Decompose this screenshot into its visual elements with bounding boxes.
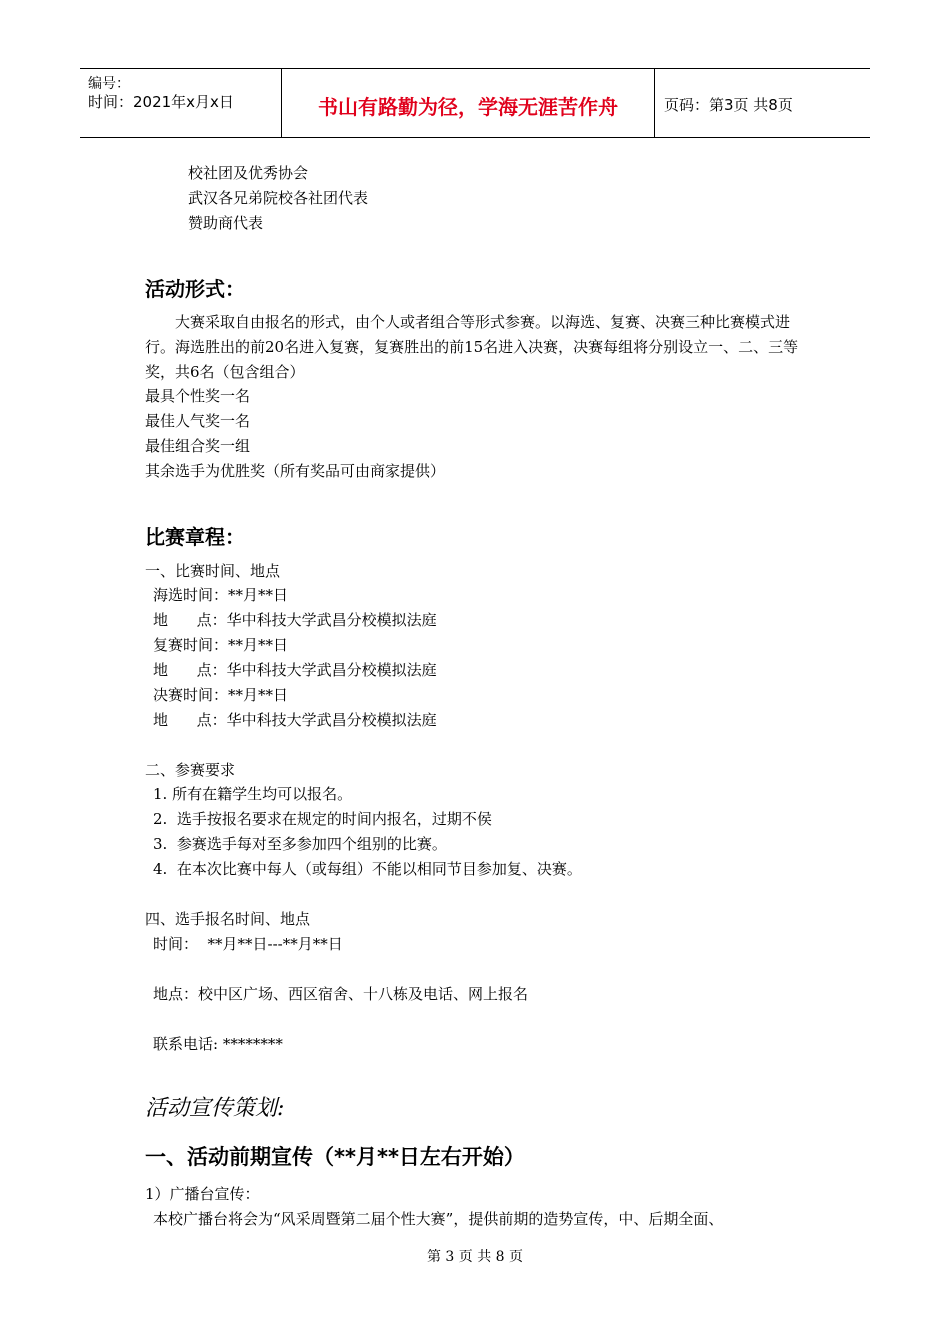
award-item: 其余选手为优胜奖（所有奖品可由商家提供） (145, 462, 446, 480)
section-title-form: 活动形式： (145, 277, 245, 301)
registration-time: 时间： **月**日---**月**日 (153, 935, 343, 953)
schedule-line: 复赛时间：**月**日 (153, 636, 289, 654)
header-page-cell (654, 69, 870, 137)
section-title-promo: 活动宣传策划: (145, 1096, 285, 1121)
schedule-line: 海选时间：**月**日 (153, 586, 289, 604)
header-motto-cell (281, 69, 655, 137)
serial-label: 编号： (88, 76, 130, 92)
promo-subtitle: 一、活动前期宣传（**月**日左右开始） (145, 1145, 525, 1169)
award-item: 最具个性奖一名 (145, 387, 251, 405)
guest-item: 赞助商代表 (188, 214, 264, 232)
page-footer: 第 3 页 共 8 页 (426, 1249, 524, 1265)
requirement-item: 1. 所有在籍学生均可以报名。 (153, 785, 353, 803)
motto: 书山有路勤为径，学海无涯苦作舟 (318, 95, 618, 119)
form-paragraph: 大赛采取自由报名的形式，由个人或者组合等形式参赛。以海选、复赛、决赛三种比赛模式进行。海选胜出的前20名进入复赛，复赛胜出的前15名进入决赛，决赛每组将分别设立一、二、三等奖，共6名（包含组合） (145, 313, 799, 381)
requirement-item: 3. 参赛选手每对至多参加四个组别的比赛。 (153, 835, 447, 853)
page-header (80, 68, 870, 138)
schedule-line: 地 点：华中科技大学武昌分校模拟法庭 (153, 711, 437, 729)
rules-part2-title: 二、参赛要求 (145, 761, 236, 779)
section-title-rules: 比赛章程： (145, 525, 245, 549)
page-info: 页码：第3页 共8页 (664, 96, 793, 114)
guest-item: 校社团及优秀协会 (188, 164, 309, 182)
schedule-line: 决赛时间：**月**日 (153, 686, 289, 704)
award-item: 最佳组合奖一组 (145, 437, 251, 455)
promo-item-text: 本校广播台将会为“风采周暨第二届个性大赛”，提供前期的造势宣传，中、后期全面、 (153, 1210, 724, 1228)
schedule-line: 地 点：华中科技大学武昌分校模拟法庭 (153, 661, 437, 679)
requirement-item: 2. 选手按报名要求在规定的时间内报名，过期不侯 (153, 810, 492, 828)
header-meta (80, 69, 280, 137)
requirement-item: 4. 在本次比赛中每人（或每组）不能以相同节目参加复、决赛。 (153, 860, 582, 878)
rules-part1-title: 一、比赛时间、地点 (145, 562, 281, 580)
promo-item-title: 1）广播台宣传： (145, 1185, 260, 1203)
award-item: 最佳人气奖一名 (145, 412, 251, 430)
rules-part4-title: 四、选手报名时间、地点 (145, 910, 311, 928)
guest-item: 武汉各兄弟院校各社团代表 (188, 189, 369, 207)
registration-place: 地点：校中区广场、西区宿舍、十八栋及电话、网上报名 (153, 985, 529, 1003)
contact-phone: 联系电话: ******** (153, 1035, 283, 1053)
date-line: 时间：2021年x月x日 (88, 93, 234, 111)
schedule-line: 地 点：华中科技大学武昌分校模拟法庭 (153, 611, 437, 629)
